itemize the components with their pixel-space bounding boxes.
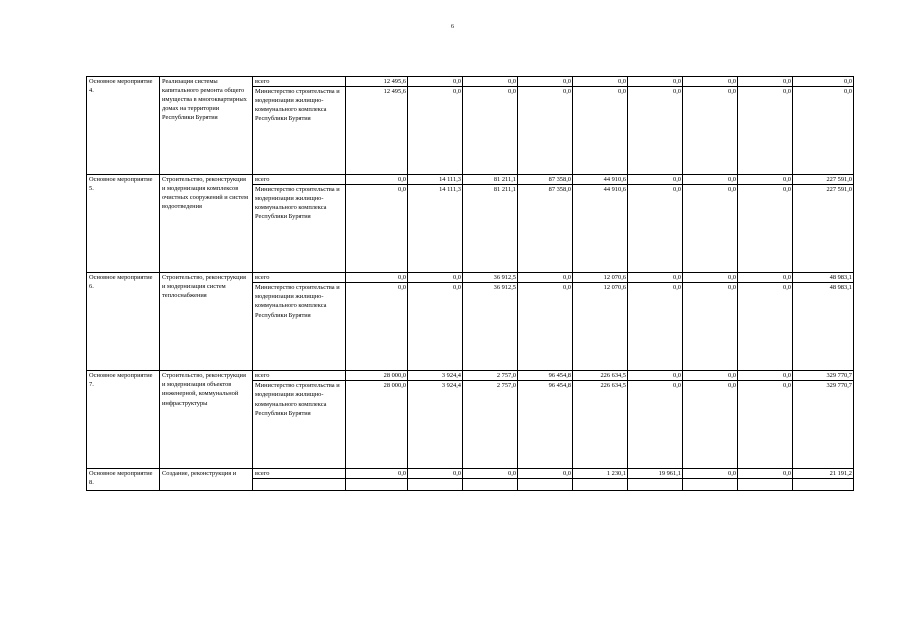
agency-value: 0,0 <box>408 87 463 175</box>
total-value: 87 358,0 <box>518 175 573 185</box>
agency-value: 81 211,1 <box>463 185 518 273</box>
total-value: 21 191,2 <box>793 469 854 479</box>
total-value: 36 912,5 <box>463 273 518 283</box>
total-value: 0,0 <box>573 77 628 87</box>
total-value: 96 454,8 <box>518 371 573 381</box>
measure-name: Основное мероприятие 6. <box>87 273 160 371</box>
total-value: 0,0 <box>628 77 683 87</box>
table-row <box>87 175 854 185</box>
measure-description: Создание, реконструкция и <box>160 469 253 491</box>
agency-value: 0,0 <box>628 185 683 273</box>
total-value: 0,0 <box>518 77 573 87</box>
agency-value: 0,0 <box>683 283 738 371</box>
page-number: 6 <box>451 24 454 30</box>
agency-value: 36 912,5 <box>463 283 518 371</box>
total-value: 329 770,7 <box>793 371 854 381</box>
total-label: всего <box>253 469 346 479</box>
agency-value: 0,0 <box>628 283 683 371</box>
empty-cell <box>628 479 683 491</box>
total-label: всего <box>253 77 346 87</box>
total-value: 0,0 <box>463 469 518 479</box>
agency-value: 12 070,6 <box>573 283 628 371</box>
table-row <box>87 77 854 87</box>
agency-value: 0,0 <box>738 87 793 175</box>
total-value: 0,0 <box>683 469 738 479</box>
total-value: 0,0 <box>738 77 793 87</box>
total-value: 48 983,1 <box>793 273 854 283</box>
total-value: 0,0 <box>463 77 518 87</box>
agency-value: 0,0 <box>346 283 408 371</box>
total-label: всего <box>253 273 346 283</box>
agency-value: 0,0 <box>628 381 683 469</box>
agency-value: 28 000,0 <box>346 381 408 469</box>
measure-name: Основное мероприятие 8. <box>87 469 160 491</box>
empty-cell <box>683 479 738 491</box>
empty-cell <box>463 479 518 491</box>
responsible-agency: Министерство строительства и модернизации жилищно-коммунального комплекса Республики Бурятия <box>253 283 346 371</box>
agency-value: 2 757,0 <box>463 381 518 469</box>
agency-value: 227 591,0 <box>793 185 854 273</box>
total-value: 0,0 <box>683 371 738 381</box>
agency-value: 44 910,6 <box>573 185 628 273</box>
responsible-agency: Министерство строительства и модернизации жилищно-коммунального комплекса Республики Бурятия <box>253 381 346 469</box>
measure-description: Строительство, реконструкция и модернизация систем теплоснабжения <box>160 273 253 371</box>
agency-value: 0,0 <box>573 87 628 175</box>
responsible-agency: Министерство строительства и модернизации жилищно-коммунального комплекса Республики Бурятия <box>253 185 346 273</box>
empty-cell <box>518 479 573 491</box>
empty-cell <box>793 479 854 491</box>
agency-value: 0,0 <box>793 87 854 175</box>
empty-cell <box>253 479 346 491</box>
total-value: 28 000,0 <box>346 371 408 381</box>
total-value: 12 495,6 <box>346 77 408 87</box>
total-value: 0,0 <box>628 273 683 283</box>
table-row <box>87 273 854 283</box>
total-value: 0,0 <box>738 273 793 283</box>
total-value: 0,0 <box>683 273 738 283</box>
total-value: 0,0 <box>408 77 463 87</box>
agency-value: 0,0 <box>738 185 793 273</box>
agency-value: 3 924,4 <box>408 381 463 469</box>
empty-cell <box>738 479 793 491</box>
total-value: 2 757,0 <box>463 371 518 381</box>
table-row <box>87 469 854 479</box>
total-value: 227 591,0 <box>793 175 854 185</box>
empty-cell <box>573 479 628 491</box>
table-row <box>87 371 854 381</box>
agency-value: 0,0 <box>518 283 573 371</box>
measure-name: Основное мероприятие 4. <box>87 77 160 175</box>
total-value: 0,0 <box>683 175 738 185</box>
agency-value: 0,0 <box>683 185 738 273</box>
empty-cell <box>408 479 463 491</box>
agency-value: 0,0 <box>683 87 738 175</box>
agency-value: 226 634,5 <box>573 381 628 469</box>
budget-table <box>86 76 854 491</box>
total-value: 0,0 <box>346 273 408 283</box>
total-value: 0,0 <box>738 371 793 381</box>
total-value: 0,0 <box>408 469 463 479</box>
total-value: 19 961,1 <box>628 469 683 479</box>
agency-value: 96 454,8 <box>518 381 573 469</box>
measure-name: Основное мероприятие 5. <box>87 175 160 273</box>
agency-value: 48 983,1 <box>793 283 854 371</box>
total-value: 0,0 <box>683 77 738 87</box>
total-value: 12 070,6 <box>573 273 628 283</box>
total-value: 226 634,5 <box>573 371 628 381</box>
total-value: 81 211,1 <box>463 175 518 185</box>
total-value: 0,0 <box>518 469 573 479</box>
measure-name: Основное мероприятие 7. <box>87 371 160 469</box>
total-value: 0,0 <box>346 469 408 479</box>
total-value: 0,0 <box>738 469 793 479</box>
total-value: 0,0 <box>408 273 463 283</box>
agency-value: 0,0 <box>738 283 793 371</box>
agency-value: 0,0 <box>518 87 573 175</box>
measure-description: Строительство, реконструкция и модернизация объектов инженерной, коммунальной инфраструктуры <box>160 371 253 469</box>
agency-value: 0,0 <box>463 87 518 175</box>
agency-value: 0,0 <box>408 283 463 371</box>
total-value: 0,0 <box>346 175 408 185</box>
total-value: 14 111,3 <box>408 175 463 185</box>
total-value: 44 910,6 <box>573 175 628 185</box>
total-label: всего <box>253 371 346 381</box>
agency-value: 87 358,0 <box>518 185 573 273</box>
empty-cell <box>346 479 408 491</box>
agency-value: 0,0 <box>628 87 683 175</box>
agency-value: 0,0 <box>346 185 408 273</box>
agency-value: 14 111,3 <box>408 185 463 273</box>
total-value: 0,0 <box>793 77 854 87</box>
total-value: 1 230,1 <box>573 469 628 479</box>
agency-value: 12 495,6 <box>346 87 408 175</box>
total-value: 0,0 <box>628 175 683 185</box>
measure-description: Реализация системы капитального ремонта общего имущества в многоквартирных домах на территории Республики Бурятия <box>160 77 253 175</box>
total-label: всего <box>253 175 346 185</box>
total-value: 0,0 <box>738 175 793 185</box>
total-value: 0,0 <box>518 273 573 283</box>
measure-description: Строительство, реконструкция и модернизация комплексов очистных сооружений и систем водоотведения <box>160 175 253 273</box>
agency-value: 0,0 <box>683 381 738 469</box>
agency-value: 329 770,7 <box>793 381 854 469</box>
responsible-agency: Министерство строительства и модернизации жилищно-коммунального комплекса Республики Бурятия <box>253 87 346 175</box>
agency-value: 0,0 <box>738 381 793 469</box>
total-value: 3 924,4 <box>408 371 463 381</box>
total-value: 0,0 <box>628 371 683 381</box>
